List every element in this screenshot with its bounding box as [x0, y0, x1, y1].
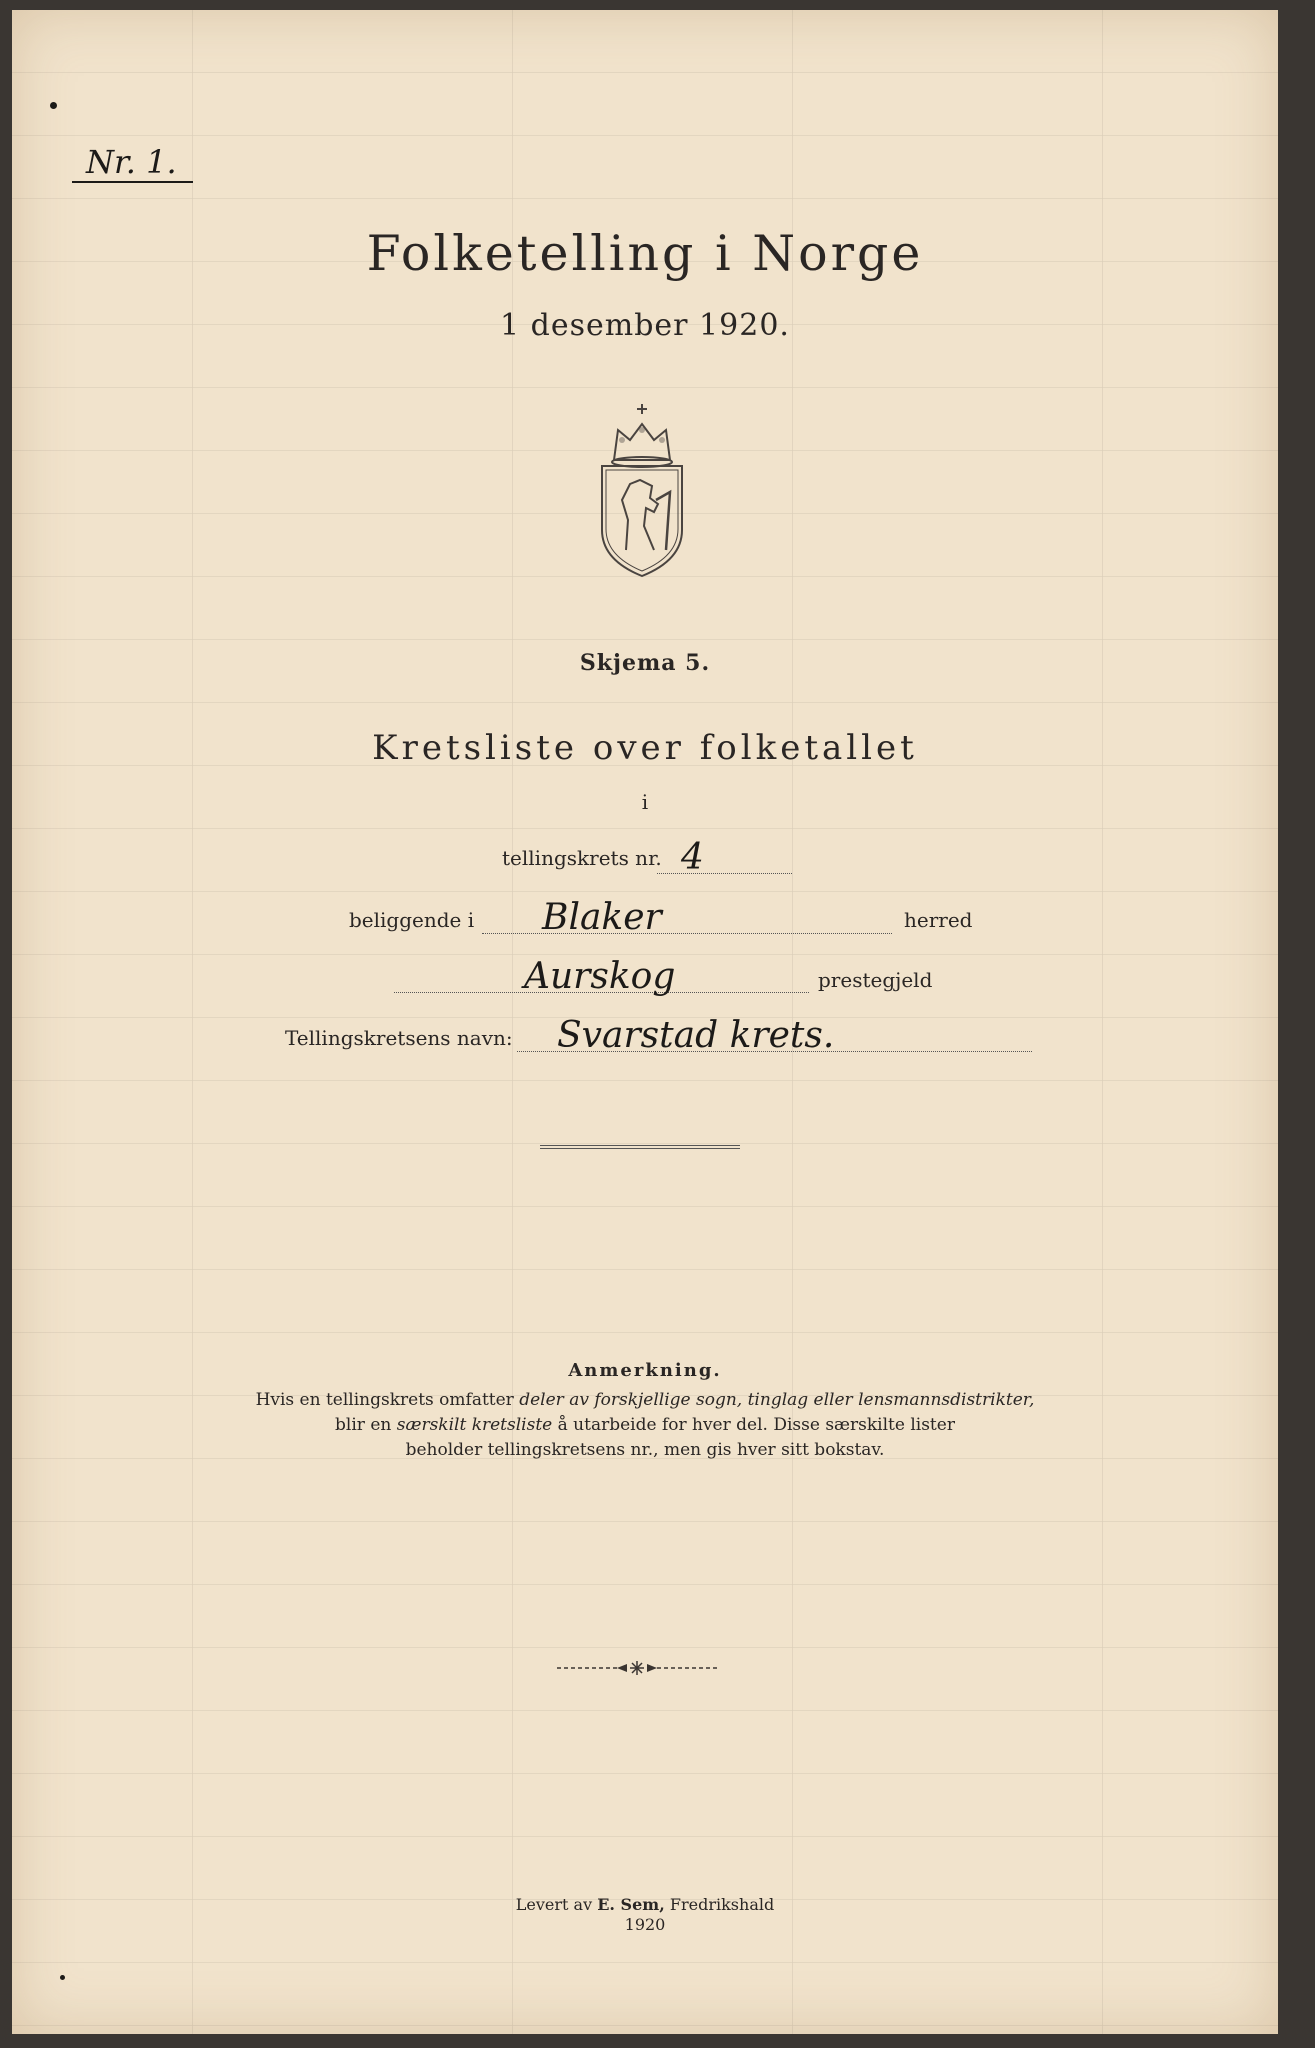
- prestegjeld-value: Aurskog: [524, 956, 676, 997]
- list-heading: Kretsliste over folketallet: [372, 728, 918, 768]
- tellingskrets-field[interactable]: [657, 837, 792, 878]
- note-text-part: å utarbeide for hver del. Disse særskilte lister: [552, 1415, 955, 1435]
- page-title: Folketelling i Norge: [366, 225, 924, 282]
- divider-line: [540, 1145, 740, 1149]
- prestegjeld-field[interactable]: [394, 956, 809, 997]
- note-text-part: blir en: [335, 1415, 397, 1435]
- schema-label: Skjema 5.: [579, 650, 711, 676]
- beliggende-label: beliggende i: [349, 908, 475, 932]
- note-text-part: Hvis en tellingskrets omfatter: [255, 1390, 520, 1410]
- note-text-emphasis: særskilt kretsliste: [396, 1415, 553, 1435]
- beliggende-value: Blaker: [542, 897, 662, 938]
- printer-footer: [12, 1895, 1278, 1935]
- printer-text: Levert av: [515, 1895, 598, 1914]
- note-line-1: [192, 1388, 1098, 1413]
- note-title: Anmerkning.: [568, 1360, 722, 1381]
- printer-name: E. Sem,: [597, 1895, 665, 1914]
- herred-label: herred: [904, 908, 973, 932]
- tellingskrets-value: 4: [681, 837, 704, 878]
- printer-place: Fredrikshald: [664, 1895, 775, 1914]
- note-text-emphasis: deler av forskjellige sogn, tinglag eller lensmannsdistrikter,: [519, 1390, 1035, 1410]
- print-year: 1920: [624, 1915, 666, 1934]
- census-form-page: [12, 10, 1278, 2034]
- note-line-2: [192, 1413, 1098, 1438]
- beliggende-field[interactable]: [482, 897, 892, 938]
- ink-dot: [60, 1975, 65, 1980]
- note-text: [192, 1388, 1098, 1463]
- ornament-divider-icon: [557, 1660, 717, 1676]
- kretsnavn-field[interactable]: [517, 1015, 1032, 1056]
- printer-line: [12, 1895, 1278, 1915]
- norwegian-coat-of-arms-icon: [592, 400, 692, 580]
- form-number: Nr. 1.: [72, 143, 193, 183]
- ink-dot: [50, 102, 57, 109]
- kretsnavn-label: Tellingskretsens navn:: [285, 1026, 513, 1050]
- prestegjeld-label: prestegjeld: [818, 968, 933, 992]
- preposition: i: [641, 790, 649, 814]
- kretsnavn-value: Svarstad krets.: [557, 1015, 835, 1056]
- note-line-3: beholder tellingskretsens nr., men gis hver sitt bokstav.: [405, 1440, 885, 1460]
- tellingskrets-label: tellingskrets nr.: [502, 846, 662, 870]
- census-date: 1 desember 1920.: [500, 308, 790, 343]
